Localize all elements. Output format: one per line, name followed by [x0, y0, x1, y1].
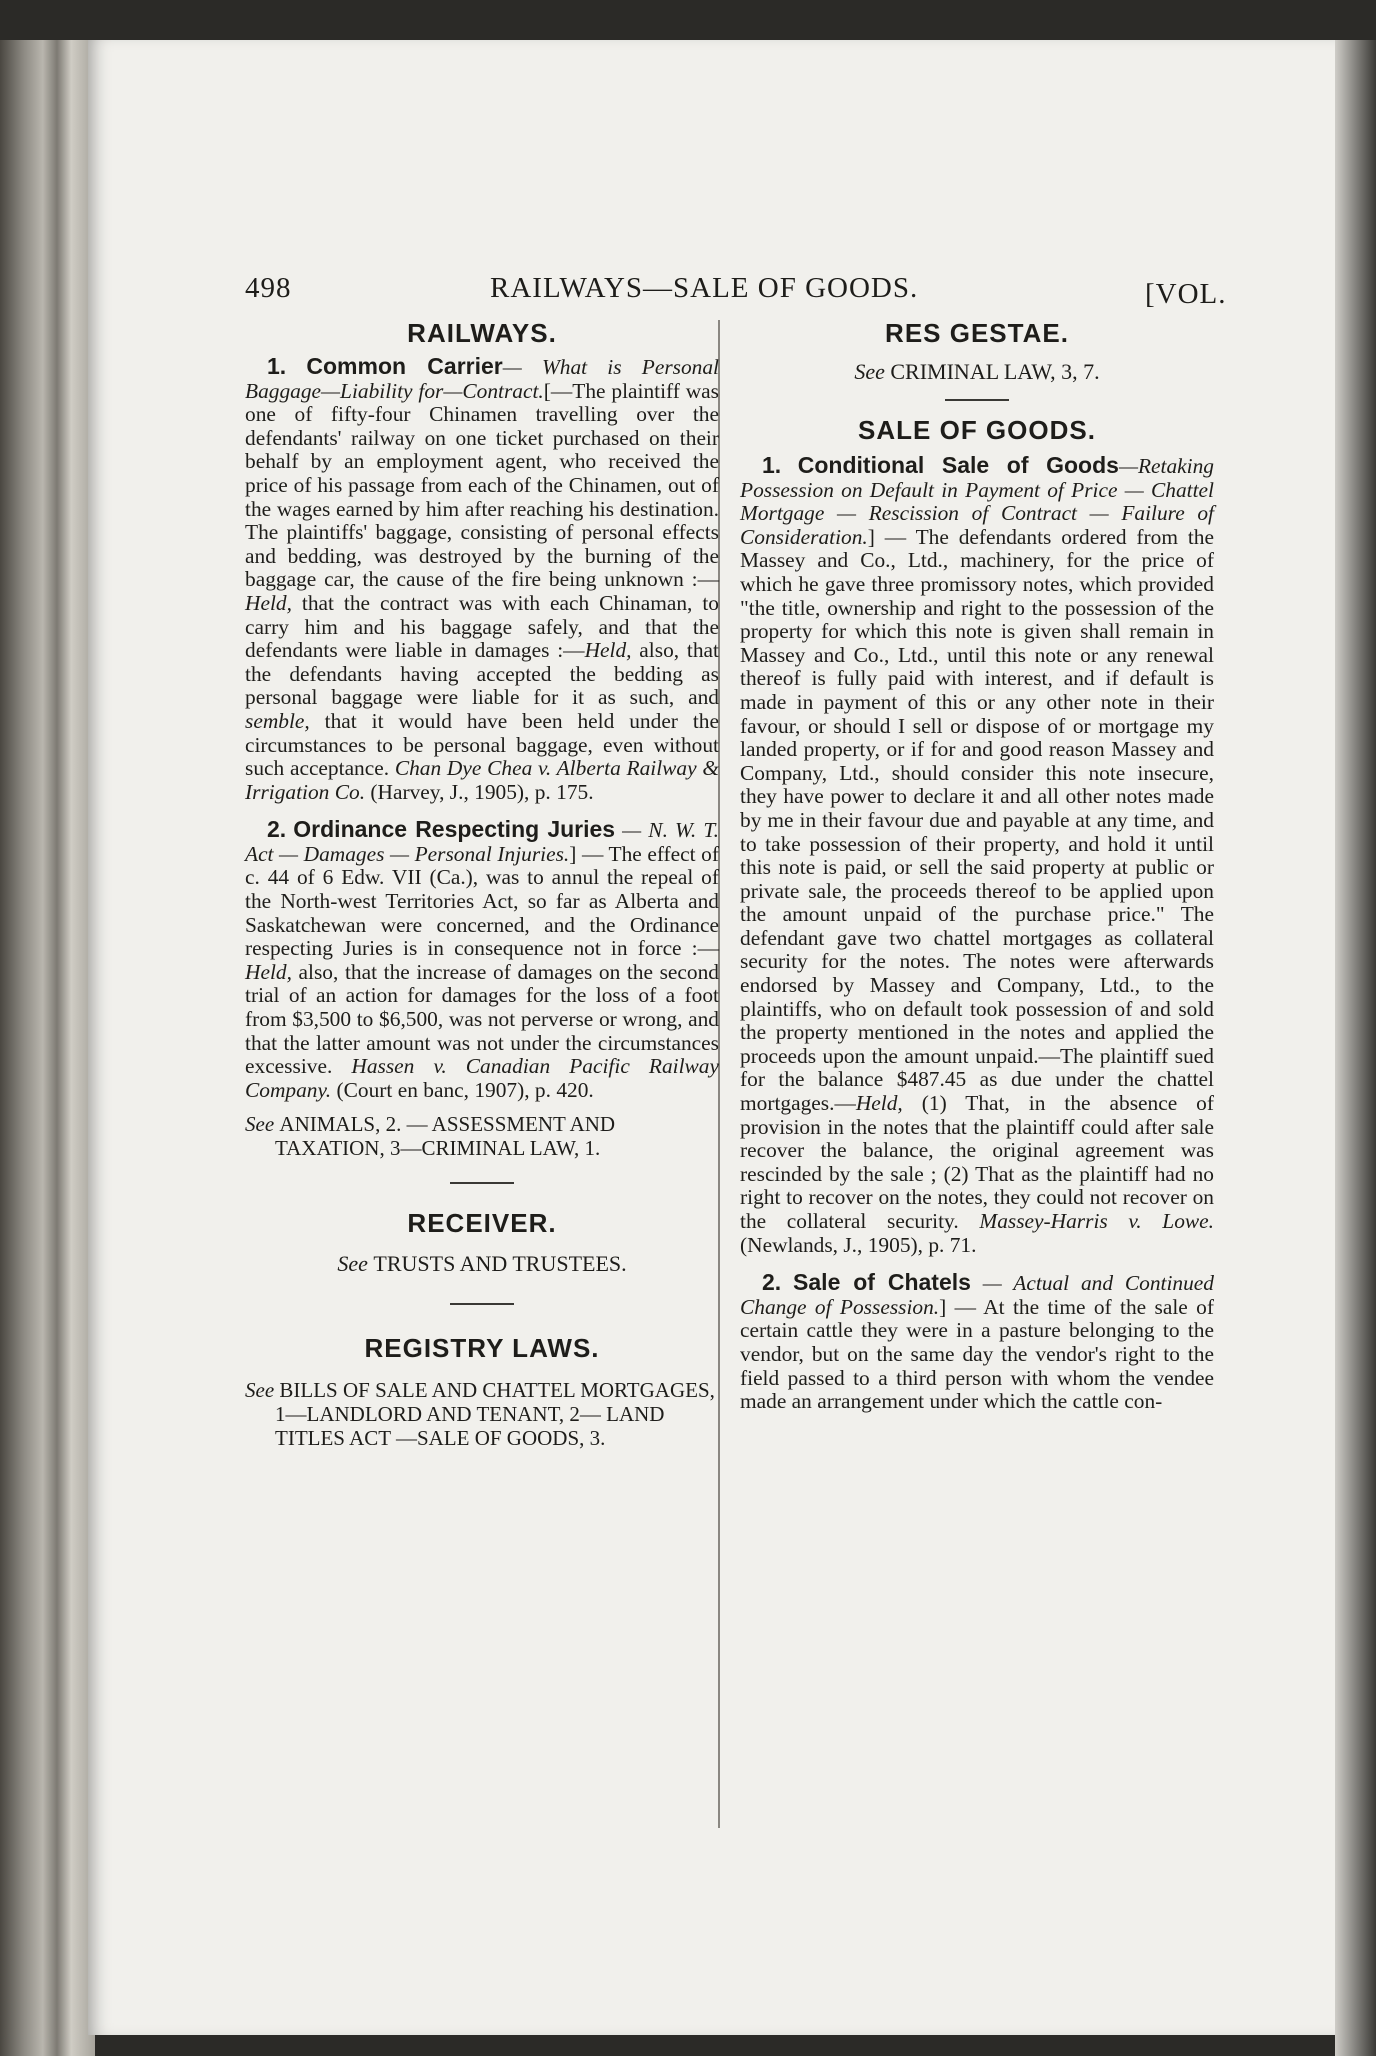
entry-text: also, that the defendants having accepted the bedding as personal baggage were liable for it as such, and	[245, 638, 719, 710]
book-edge	[0, 40, 95, 2056]
entry-text: [—The plaintiff was one of fifty-four Chinamen travelling over the defendants' railway on one ticket purchased on their behalf by an employment agent, who received the price of his passage from each of the Chinamen, out of the wages earned by him after reaching his destination. The plaintiffs' baggage, consisting of personal effects and bedding, was destroyed by the burning of the baggage car, the cause of the fire being unknown :—	[245, 378, 719, 592]
entry-text: also, that the increase of damages on the second trial of an action for damages for the loss of a foot from $3,500 to $6,500, was not perverse or wrong, and that the latter amount was not under the circumstances excessive.	[245, 959, 719, 1079]
entry-text: ] — The defendants ordered from the Massey and Co., Ltd., machinery, for the price of which he gave three promissory notes, which provided "the title, ownership and right to the possession of the property for which this note is given shall remain in Massey and Co., Ltd., until this note or any renewal thereof is fully paid with interest, and if default is made in payment of this or any other note in their favour, or should I sell or dispose of or mortgage my landed property, or if for and good reason Massey and Company, Ltd., should consider this note insecure, they have power to declare it and all other notes made by me in their favour due and payable at any time, and to take possession of their property, and hold it until this note is paid, or sell the said property at public or private sale, the proceeds thereof to be applied upon the amount unpaid of the purchase price." The defendant gave two chattel mortgages as collateral security for the notes. The notes were afterwards endorsed by Massey and Company, Ltd., to the plaintiffs, who on default took possession of and sold the property mentioned in the notes and applied the proceeds upon the amount unpaid.—The plaintiff sued for the balance $487.45 as due under the chattel mortgages.—	[740, 524, 1214, 1116]
receiver-see	[245, 1251, 719, 1277]
entry-subject: —Retaking Possession on Default in Payment of Price — Chattel Mortgage — Rescission of Contract — Failure of Consideration.	[740, 454, 1214, 549]
sale-entry-2	[740, 1271, 1214, 1414]
railways-entry-2	[245, 818, 719, 1102]
running-head	[245, 268, 1235, 312]
see-label: See	[854, 359, 885, 384]
held-label: Held,	[245, 959, 292, 984]
railways-entry-1	[245, 355, 719, 804]
entry-subject: — N. W. T. Act — Damages — Personal Injuries.	[245, 818, 719, 866]
section-heading-registry-laws: REGISTRY LAWS.	[364, 1333, 600, 1364]
volume-label: [VOL.	[1145, 278, 1227, 310]
section-heading-railways: RAILWAYS.	[407, 318, 557, 348]
page-number: 498	[245, 272, 292, 304]
held-label: Held,	[584, 638, 632, 663]
section-heading-sale-of-goods: SALE OF GOODS.	[858, 415, 1096, 445]
case-citation: (Harvey, J., 1905), p. 175.	[365, 779, 594, 804]
case-name: Chan Dye Chea v. Alberta Railway & Irrigation Co.	[245, 756, 719, 804]
held-label: Held,	[245, 590, 292, 615]
held-label: Held,	[855, 1091, 903, 1116]
entry-text: ] — At the time of the sale of certain cattle they were in a pasture belonging to the vendor, but on the same day the vendor's right to the field passed to a third person with whom the vendee made an arrangement under which the cattle con-	[740, 1294, 1214, 1414]
page-edge-shadow	[1335, 40, 1376, 2056]
sale-entry-1	[740, 454, 1214, 1257]
section-heading-receiver: RECEIVER.	[407, 1208, 557, 1239]
case-name: Hassen v. Canadian Pacific Railway Company.	[245, 1054, 719, 1102]
case-citation: (Court en banc, 1907), p. 420.	[331, 1077, 594, 1102]
entry-text: that the contract was with each Chinaman, to carry him and his baggage safely, and that the defendants were liable in damages :—	[245, 590, 719, 663]
right-column	[740, 318, 1214, 1414]
see-label: See	[245, 1378, 275, 1403]
section-heading-res-gestae: RES GESTAE.	[885, 318, 1069, 348]
running-title: RAILWAYS—SALE OF GOODS.	[490, 272, 919, 304]
entry-text: ] — The effect of c. 44 of 6 Edw. VII (Ca.), was to annul the repeal of the North-west Territories Act, so far as Alberta and Saskatchewan were concerned, and the Ordinance respecting Juries is in consequence not in force :—	[245, 841, 719, 961]
entry-subject: — What is Personal Baggage—Liability for—Contract.	[245, 355, 719, 403]
section-rule	[450, 1303, 514, 1305]
case-name: Massey-Harris v. Lowe.	[979, 1209, 1214, 1233]
entry-number: 2.	[762, 1269, 782, 1296]
entry-title: Conditional Sale of Goods	[797, 452, 1119, 478]
entry-title: Common Carrier	[306, 353, 503, 379]
entry-text: that it would have been held under the circumstances to be personal baggage, even without such acceptance.	[245, 708, 719, 781]
section-rule	[945, 399, 1009, 401]
entry-subject: — Actual and Continued Change of Possession.	[740, 1271, 1214, 1319]
see-also-text: ANIMALS, 2. — ASSESSMENT AND TAXATION, 3—CRIMINAL LAW, 1.	[275, 1112, 616, 1161]
see-also-text: CRIMINAL LAW, 3, 7.	[890, 359, 1100, 384]
see-also-text: BILLS OF SALE AND CHATTEL MORTGAGES, 1—LANDLORD AND TENANT, 2— LAND TITLES ACT —SALE OF GOODS, 3.	[275, 1378, 715, 1451]
left-column	[245, 318, 719, 1450]
semble-label: semble,	[245, 708, 310, 733]
entry-number: 2.	[267, 816, 287, 843]
see-also-text: TRUSTS AND TRUSTEES.	[373, 1251, 627, 1277]
case-citation: (Newlands, J., 1905), p. 71.	[740, 1232, 977, 1257]
entry-text: (1) That, in the absence of provision in the notes that the plaintiff could after sale recover the balance, the original agreement was rescinded by the sale ; (2) That as the plaintiff had no right to recover on the notes, they could not recover on the collateral security.	[740, 1091, 1214, 1233]
see-label: See	[337, 1251, 368, 1277]
entry-number: 1.	[762, 452, 782, 478]
railways-see-also	[245, 1112, 719, 1160]
entry-number: 1.	[267, 353, 287, 379]
registry-laws-see	[245, 1378, 719, 1450]
section-rule	[450, 1182, 514, 1184]
entry-title: Ordinance Respecting Juries	[293, 816, 616, 843]
entry-title: Sale of Chatels	[793, 1269, 971, 1296]
res-gestae-see	[740, 359, 1214, 385]
see-label: See	[245, 1112, 275, 1137]
